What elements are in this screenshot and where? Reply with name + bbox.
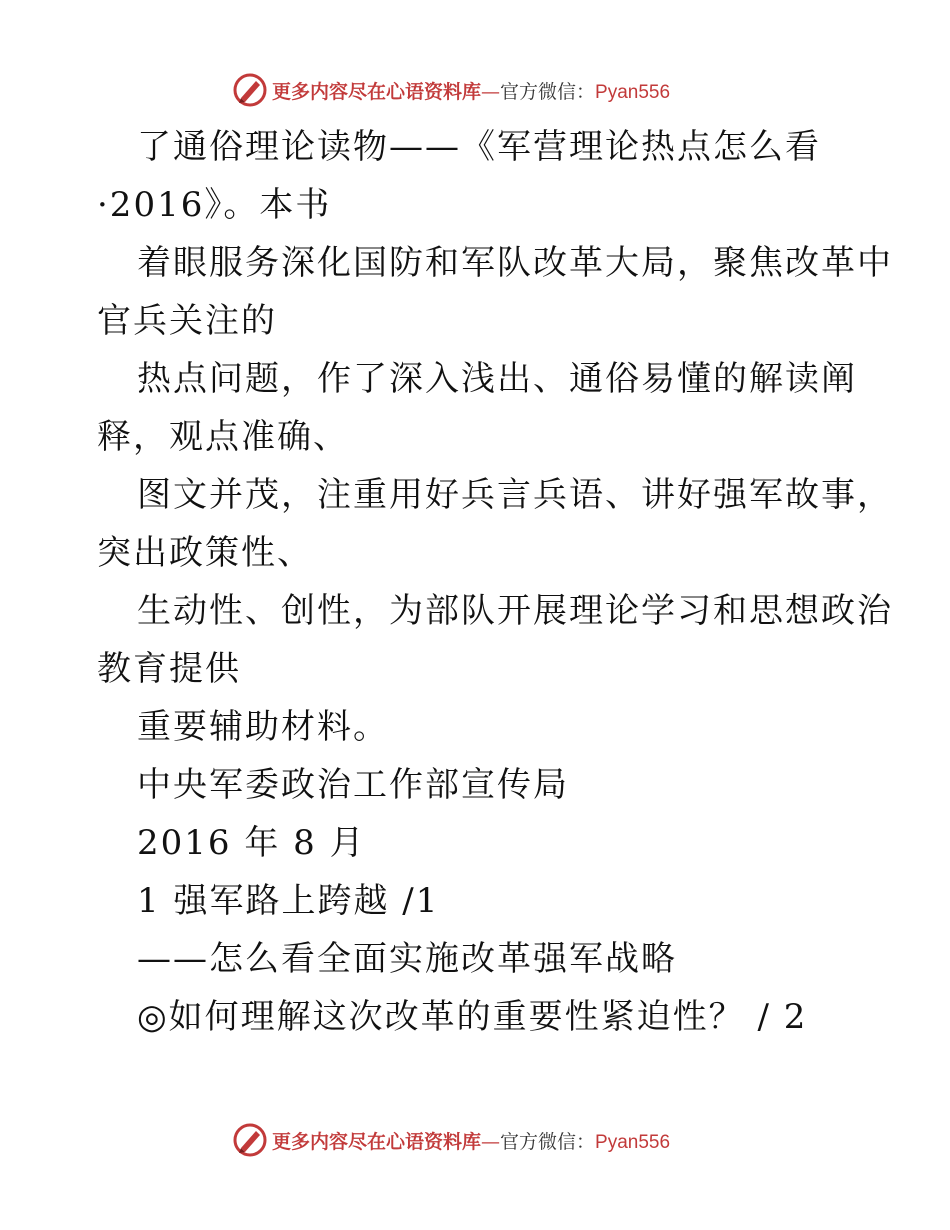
text-line: 热点问题，作了深入浅出、通俗易懂的解读阐 [137,359,857,399]
watermark-text [272,1127,670,1154]
pen-logo-icon [232,72,268,108]
toc-item: ◎如何理解这次改革的重要性紧迫性？ / 2 [137,997,808,1037]
text-line: 释，观点准确、 [97,417,349,457]
signature-line: 中央军委政治工作部宣传局 [137,765,569,805]
header-watermark [232,70,752,110]
toc-subtitle: ——怎么看全面实施改革强军战略 [137,939,677,979]
text-line: 突出政策性、 [97,533,313,573]
watermark-dash: — [481,1130,501,1153]
text-line: 了通俗理论读物——《军营理论热点怎么看 [137,127,821,167]
watermark-main: 更多内容尽在心语资料库 [272,80,482,103]
watermark-wechat-label: 官方微信： [500,1130,596,1153]
document-body [97,118,917,1046]
text-line: 图文并茂，注重用好兵言兵语、讲好强军故事， [137,475,893,515]
footer-watermark [232,1120,752,1160]
pen-logo-icon [232,1122,268,1158]
text-line: 教育提供 [97,649,241,689]
watermark-wechat-label: 官方微信： [500,80,596,103]
watermark-main: 更多内容尽在心语资料库 [272,1130,482,1153]
watermark-text [272,77,670,104]
text-line: 着眼服务深化国防和军队改革大局，聚焦改革中 [137,243,893,283]
text-line: 生动性、创性，为部队开展理论学习和思想政治 [137,591,893,631]
watermark-dash: — [481,80,501,103]
text-line: 官兵关注的 [97,301,277,341]
toc-chapter: 1 强军路上跨越 /1 [137,881,440,921]
date-line: 2016 年 8 月 [137,823,366,863]
text-line: 重要辅助材料。 [137,707,389,747]
watermark-wechat-id: Pyan556 [595,1131,671,1153]
watermark-wechat-id: Pyan556 [595,81,671,103]
text-line: ·2016》。本书 [97,185,332,225]
